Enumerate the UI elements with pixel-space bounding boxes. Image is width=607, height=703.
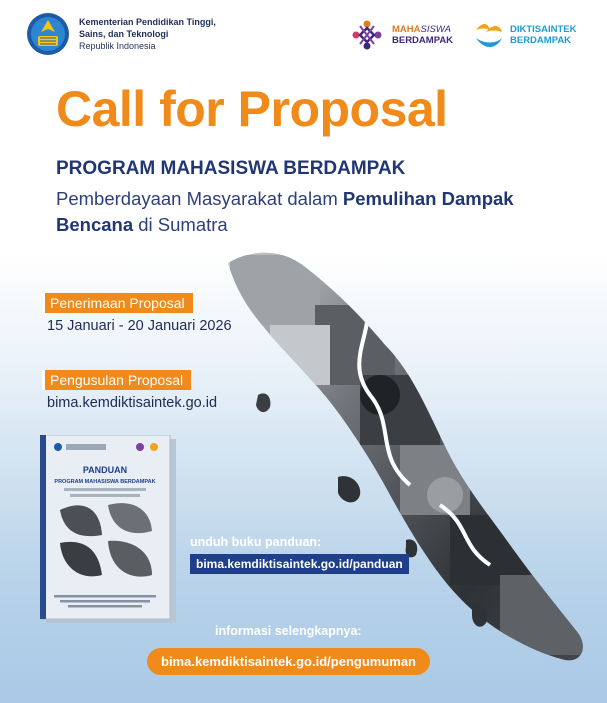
page-title: Call for Proposal bbox=[56, 81, 448, 137]
mb-logo-it: SISWA bbox=[420, 24, 451, 35]
subtitle-part1: Pemberdayaan Masyarakat dalam bbox=[56, 188, 343, 209]
program-subtitle bbox=[56, 186, 536, 238]
ministry-name bbox=[79, 16, 216, 52]
guide-download-link[interactable]: bima.kemdiktisaintek.go.id/panduan bbox=[190, 554, 409, 574]
mahasiswa-berdampak-logo-text bbox=[392, 24, 453, 46]
guide-download-label: unduh buku panduan: bbox=[190, 535, 322, 549]
ministry-name-line2: Sains, dan Teknologi bbox=[79, 29, 169, 39]
receive-proposal-tag: Penerimaan Proposal bbox=[42, 293, 193, 313]
program-name: PROGRAM MAHASISWA BERDAMPAK bbox=[56, 158, 406, 179]
receive-proposal-dates: 15 Januari - 20 Januari 2026 bbox=[47, 318, 232, 334]
ministry-name-line1: Kementerian Pendidikan Tinggi, bbox=[79, 17, 216, 27]
island-shape bbox=[256, 393, 270, 412]
subtitle-part2: di Sumatra bbox=[133, 214, 228, 235]
submit-proposal-tag-wrap bbox=[42, 370, 191, 390]
receive-proposal-tag-wrap bbox=[42, 293, 193, 313]
island-shape bbox=[338, 476, 360, 502]
submit-proposal-site[interactable]: bima.kemdiktisaintek.go.id bbox=[47, 395, 218, 411]
more-info-link[interactable]: bima.kemdiktisaintek.go.id/pengumuman bbox=[147, 648, 430, 675]
more-info-label: informasi selengkapnya: bbox=[215, 624, 362, 638]
mb-logo-line2: BERDAMPAK bbox=[392, 35, 454, 46]
ministry-logo-icon bbox=[26, 12, 70, 56]
mahasiswa-berdampak-logo-icon bbox=[350, 18, 384, 52]
submit-proposal-tag: Pengusulan Proposal bbox=[42, 370, 191, 390]
subtitle-bold: Pemulihan Dampak Bencana bbox=[56, 188, 514, 235]
diktisaintek-berdampak-logo-text bbox=[510, 24, 577, 46]
guidebook-cover-image bbox=[40, 435, 180, 625]
book-title: PANDUAN bbox=[82, 465, 128, 475]
diktisaintek-berdampak-logo-icon bbox=[472, 18, 506, 52]
dk-logo-line2: BERDAMPAK bbox=[510, 35, 572, 46]
mb-logo-hi: MAHA bbox=[392, 24, 421, 35]
dk-logo-line1: DIKTISAINTEK bbox=[510, 24, 577, 35]
ministry-name-line3: Republik Indonesia bbox=[79, 41, 156, 51]
book-subtitle: PROGRAM MAHASISWA BERDAMPAK bbox=[54, 479, 156, 485]
